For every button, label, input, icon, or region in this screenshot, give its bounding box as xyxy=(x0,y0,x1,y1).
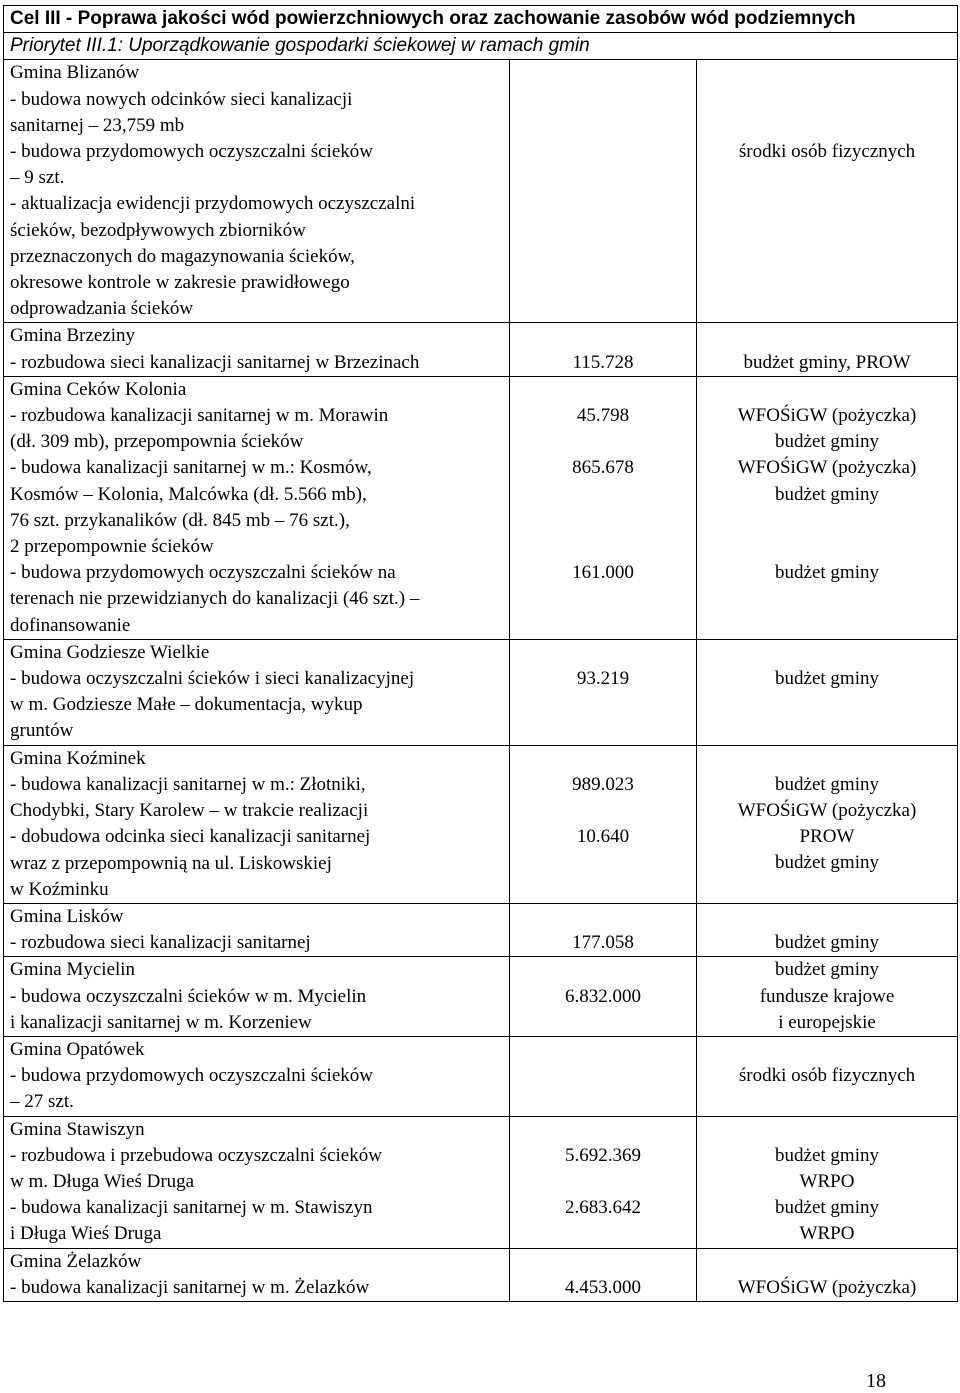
amount-cell xyxy=(510,639,697,745)
task-line: – 27 szt. xyxy=(10,1091,74,1113)
funding-source xyxy=(703,165,951,191)
gmina-name: Gmina Godziesze Wielkie xyxy=(10,641,210,663)
task-description-cell xyxy=(4,745,510,903)
plan-table xyxy=(3,5,958,1302)
amount-value xyxy=(516,613,690,639)
amount-value xyxy=(516,718,690,744)
gmina-name: Gmina Ceków Kolonia xyxy=(10,378,187,400)
task-line: gruntów xyxy=(10,720,74,742)
amount-spacer xyxy=(516,746,690,772)
goal-heading-row xyxy=(4,6,958,33)
task-line: wraz z przepompownią na ul. Liskowskiej xyxy=(10,852,332,874)
amount-cell xyxy=(510,323,697,376)
funding-source: PROW xyxy=(799,826,855,848)
task-line: 2 przepompownie ścieków xyxy=(10,536,214,558)
funding-source xyxy=(703,718,951,744)
gmina-row xyxy=(4,323,958,376)
task-line: dofinansowanie xyxy=(10,614,131,636)
funding-source xyxy=(703,296,951,322)
amount-value xyxy=(516,692,690,718)
task-description-cell xyxy=(4,639,510,745)
task-line: w m. Godziesze Małe – dokumentacja, wykup xyxy=(10,694,363,716)
funding-source xyxy=(703,113,951,139)
amount-value xyxy=(516,877,690,903)
funding-source: WRPO xyxy=(799,1170,855,1192)
amount-value: 4.453.000 xyxy=(565,1276,641,1298)
priority-heading: Priorytet III.1: Uporządkowanie gospodarki ściekowej w ramach gmin xyxy=(4,33,958,60)
task-description-cell xyxy=(4,323,510,376)
amount-value: 115.728 xyxy=(572,351,634,373)
amount-value: 865.678 xyxy=(572,457,634,479)
amount-cell xyxy=(510,1036,697,1116)
source-spacer xyxy=(703,1117,951,1143)
gmina-row xyxy=(4,639,958,745)
funding-source-cell xyxy=(697,903,958,956)
amount-spacer xyxy=(516,640,690,666)
amount-value xyxy=(516,113,690,139)
task-line: 76 szt. przykanalików (dł. 845 mb – 76 szt.), xyxy=(10,509,350,531)
task-line: - budowa przydomowych oczyszczalni ścieków na xyxy=(10,562,396,584)
funding-source: WRPO xyxy=(799,1223,855,1245)
task-line: okresowe kontrole w zakresie prawidłowego xyxy=(10,272,350,294)
amount-value xyxy=(516,1169,690,1195)
funding-source-cell xyxy=(697,639,958,745)
task-line: - budowa kanalizacji sanitarnej w m.: Złotniki, xyxy=(10,773,366,795)
amount-value xyxy=(516,482,690,508)
amount-spacer xyxy=(516,904,690,930)
funding-source: fundusze krajowe xyxy=(759,985,895,1007)
amount-value xyxy=(516,87,690,113)
funding-source: budżet gminy xyxy=(775,483,879,505)
source-spacer xyxy=(703,323,951,349)
task-line: - budowa kanalizacji sanitarnej w m.: Kosmów, xyxy=(10,457,372,479)
funding-source: budżet gminy xyxy=(775,773,879,795)
amount-value: 6.832.000 xyxy=(565,985,641,1007)
funding-source-cell xyxy=(697,323,958,376)
funding-source: budżet gminy xyxy=(775,668,879,690)
amount-spacer xyxy=(516,60,690,86)
amount-spacer xyxy=(516,1249,690,1275)
source-spacer xyxy=(703,1037,951,1063)
amount-spacer xyxy=(516,1117,690,1143)
amount-value: 93.219 xyxy=(576,668,630,690)
amount-value: 5.692.369 xyxy=(565,1144,641,1166)
amount-cell xyxy=(510,957,697,1037)
funding-source: budżet gminy xyxy=(775,932,879,954)
gmina-row xyxy=(4,376,958,639)
funding-source: budżet gminy, PROW xyxy=(743,351,911,373)
funding-source: i europejskie xyxy=(778,1011,876,1033)
task-description-cell xyxy=(4,903,510,956)
funding-source: środki osób fizycznych xyxy=(738,140,916,162)
funding-source: WFOŚiGW (pożyczka) xyxy=(737,800,917,822)
amount-value xyxy=(516,429,690,455)
amount-spacer xyxy=(516,323,690,349)
task-line: - aktualizacja ewidencji przydomowych oczyszczalni xyxy=(10,193,416,215)
priority-row xyxy=(4,33,958,60)
funding-source: budżet gminy xyxy=(775,431,879,453)
amount-cell xyxy=(510,745,697,903)
task-description-cell xyxy=(4,60,510,323)
gmina-row xyxy=(4,903,958,956)
task-line: i Długa Wieś Druga xyxy=(10,1223,162,1245)
source-spacer xyxy=(703,640,951,666)
amount-cell xyxy=(510,376,697,639)
funding-source: budżet gminy xyxy=(775,1197,879,1219)
funding-source-cell xyxy=(697,957,958,1037)
gmina-row xyxy=(4,1116,958,1248)
amount-value xyxy=(516,798,690,824)
amount-value xyxy=(516,165,690,191)
page-number: 18 xyxy=(866,1370,886,1392)
amount-spacer xyxy=(516,377,690,403)
funding-source xyxy=(703,87,951,113)
funding-source xyxy=(703,877,951,903)
amount-value xyxy=(516,270,690,296)
task-line: - rozbudowa kanalizacji sanitarnej w m. Morawin xyxy=(10,405,389,427)
source-spacer xyxy=(703,1249,951,1275)
amount-value xyxy=(516,296,690,322)
task-line: - budowa kanalizacji sanitarnej w m. Żelazków xyxy=(10,1276,370,1298)
funding-source-cell xyxy=(697,1248,958,1301)
funding-source-cell xyxy=(697,1036,958,1116)
task-line: - budowa nowych odcinków sieci kanalizacji xyxy=(10,88,353,110)
amount-value xyxy=(516,850,690,876)
funding-source xyxy=(703,270,951,296)
amount-value: 45.798 xyxy=(576,405,630,427)
task-line: Chodybki, Stary Karolew – w trakcie realizacji xyxy=(10,800,369,822)
task-line: - rozbudowa sieci kanalizacji sanitarnej xyxy=(10,932,311,954)
amount-value xyxy=(516,1063,690,1089)
funding-source: WFOŚiGW (pożyczka) xyxy=(737,1276,917,1298)
funding-source xyxy=(703,244,951,270)
gmina-name: Gmina Koźminek xyxy=(10,747,146,769)
funding-source: WFOŚiGW (pożyczka) xyxy=(737,405,917,427)
gmina-name: Gmina Stawiszyn xyxy=(10,1118,145,1140)
amount-value: 177.058 xyxy=(572,932,634,954)
gmina-row xyxy=(4,1248,958,1301)
task-line: sanitarnej – 23,759 mb xyxy=(10,114,185,136)
amount-value xyxy=(516,1010,690,1036)
task-line: w Koźminku xyxy=(10,878,109,900)
funding-source xyxy=(703,1089,951,1115)
amount-value xyxy=(516,1221,690,1247)
task-description-cell xyxy=(4,1248,510,1301)
gmina-row xyxy=(4,60,958,323)
task-line: terenach nie przewidzianych do kanalizacji (46 szt.) – xyxy=(10,588,420,610)
funding-source xyxy=(703,508,951,534)
gmina-row xyxy=(4,1036,958,1116)
amount-cell xyxy=(510,1248,697,1301)
amount-value xyxy=(516,218,690,244)
funding-source: budżet gminy xyxy=(775,1144,879,1166)
gmina-name: Gmina Żelazków xyxy=(10,1250,142,1272)
goal-heading: Cel III - Poprawa jakości wód powierzchniowych oraz zachowanie zasobów wód podziemnych xyxy=(4,6,958,33)
amount-value xyxy=(516,191,690,217)
source-spacer xyxy=(703,377,951,403)
funding-source-cell xyxy=(697,1116,958,1248)
funding-source xyxy=(703,191,951,217)
funding-source: budżet gminy xyxy=(775,562,879,584)
gmina-name: Gmina Opatówek xyxy=(10,1038,145,1060)
task-line: – 9 szt. xyxy=(10,167,65,189)
amount-value xyxy=(516,1089,690,1115)
amount-value: 10.640 xyxy=(576,826,630,848)
task-line: - dobudowa odcinka sieci kanalizacji sanitarnej xyxy=(10,826,371,848)
task-description-cell xyxy=(4,957,510,1037)
task-description-cell xyxy=(4,376,510,639)
source-spacer xyxy=(703,746,951,772)
task-line: - rozbudowa i przebudowa oczyszczalni ścieków xyxy=(10,1144,382,1166)
source-spacer xyxy=(703,60,951,86)
task-line: (dł. 309 mb), przepompownia ścieków xyxy=(10,431,304,453)
task-line: w m. Długa Wieś Druga xyxy=(10,1170,195,1192)
task-line: odprowadzania ścieków xyxy=(10,298,194,320)
funding-source xyxy=(703,534,951,560)
amount-value xyxy=(516,534,690,560)
amount-value: 989.023 xyxy=(572,773,634,795)
amount-value xyxy=(516,139,690,165)
funding-source: środki osób fizycznych xyxy=(738,1065,916,1087)
task-line: Kosmów – Kolonia, Malcówka (dł. 5.566 mb), xyxy=(10,483,367,505)
amount-cell xyxy=(510,1116,697,1248)
amount-spacer xyxy=(516,1037,690,1063)
funding-source: budżet gminy xyxy=(775,852,879,874)
funding-source: WFOŚiGW (pożyczka) xyxy=(737,457,917,479)
amount-value: 161.000 xyxy=(572,562,634,584)
task-line: i kanalizacji sanitarnej w m. Korzeniew xyxy=(10,1011,312,1033)
amount-value: 2.683.642 xyxy=(565,1197,641,1219)
task-line: przeznaczonych do magazynowania ścieków, xyxy=(10,245,355,267)
task-description-cell xyxy=(4,1116,510,1248)
task-line: - budowa przydomowych oczyszczalni ścieków xyxy=(10,1065,373,1087)
funding-source-cell xyxy=(697,376,958,639)
funding-source-cell xyxy=(697,60,958,323)
amount-value xyxy=(516,508,690,534)
amount-spacer xyxy=(516,957,690,983)
task-line: - budowa przydomowych oczyszczalni ścieków xyxy=(10,141,373,163)
amount-cell xyxy=(510,60,697,323)
funding-source xyxy=(703,692,951,718)
funding-source xyxy=(703,613,951,639)
funding-source-cell xyxy=(697,745,958,903)
task-line: - budowa kanalizacji sanitarnej w m. Stawiszyn xyxy=(10,1197,373,1219)
amount-cell xyxy=(510,903,697,956)
gmina-name: Gmina Mycielin xyxy=(10,959,136,981)
amount-value xyxy=(516,586,690,612)
funding-source xyxy=(703,218,951,244)
gmina-row xyxy=(4,745,958,903)
source-spacer xyxy=(703,904,951,930)
task-line: - budowa oczyszczalni ścieków i sieci kanalizacyjnej xyxy=(10,668,415,690)
funding-source: budżet gminy xyxy=(775,959,879,981)
gmina-name: Gmina Blizanów xyxy=(10,62,140,84)
gmina-name: Gmina Brzeziny xyxy=(10,325,136,347)
task-line: - budowa oczyszczalni ścieków w m. Mycielin xyxy=(10,985,367,1007)
task-line: - rozbudowa sieci kanalizacji sanitarnej w Brzezinach xyxy=(10,351,420,373)
task-line: ścieków, bezodpływowych zbiorników xyxy=(10,219,306,241)
task-description-cell xyxy=(4,1036,510,1116)
gmina-name: Gmina Lisków xyxy=(10,905,124,927)
gmina-row xyxy=(4,957,958,1037)
funding-source xyxy=(703,586,951,612)
amount-value xyxy=(516,244,690,270)
